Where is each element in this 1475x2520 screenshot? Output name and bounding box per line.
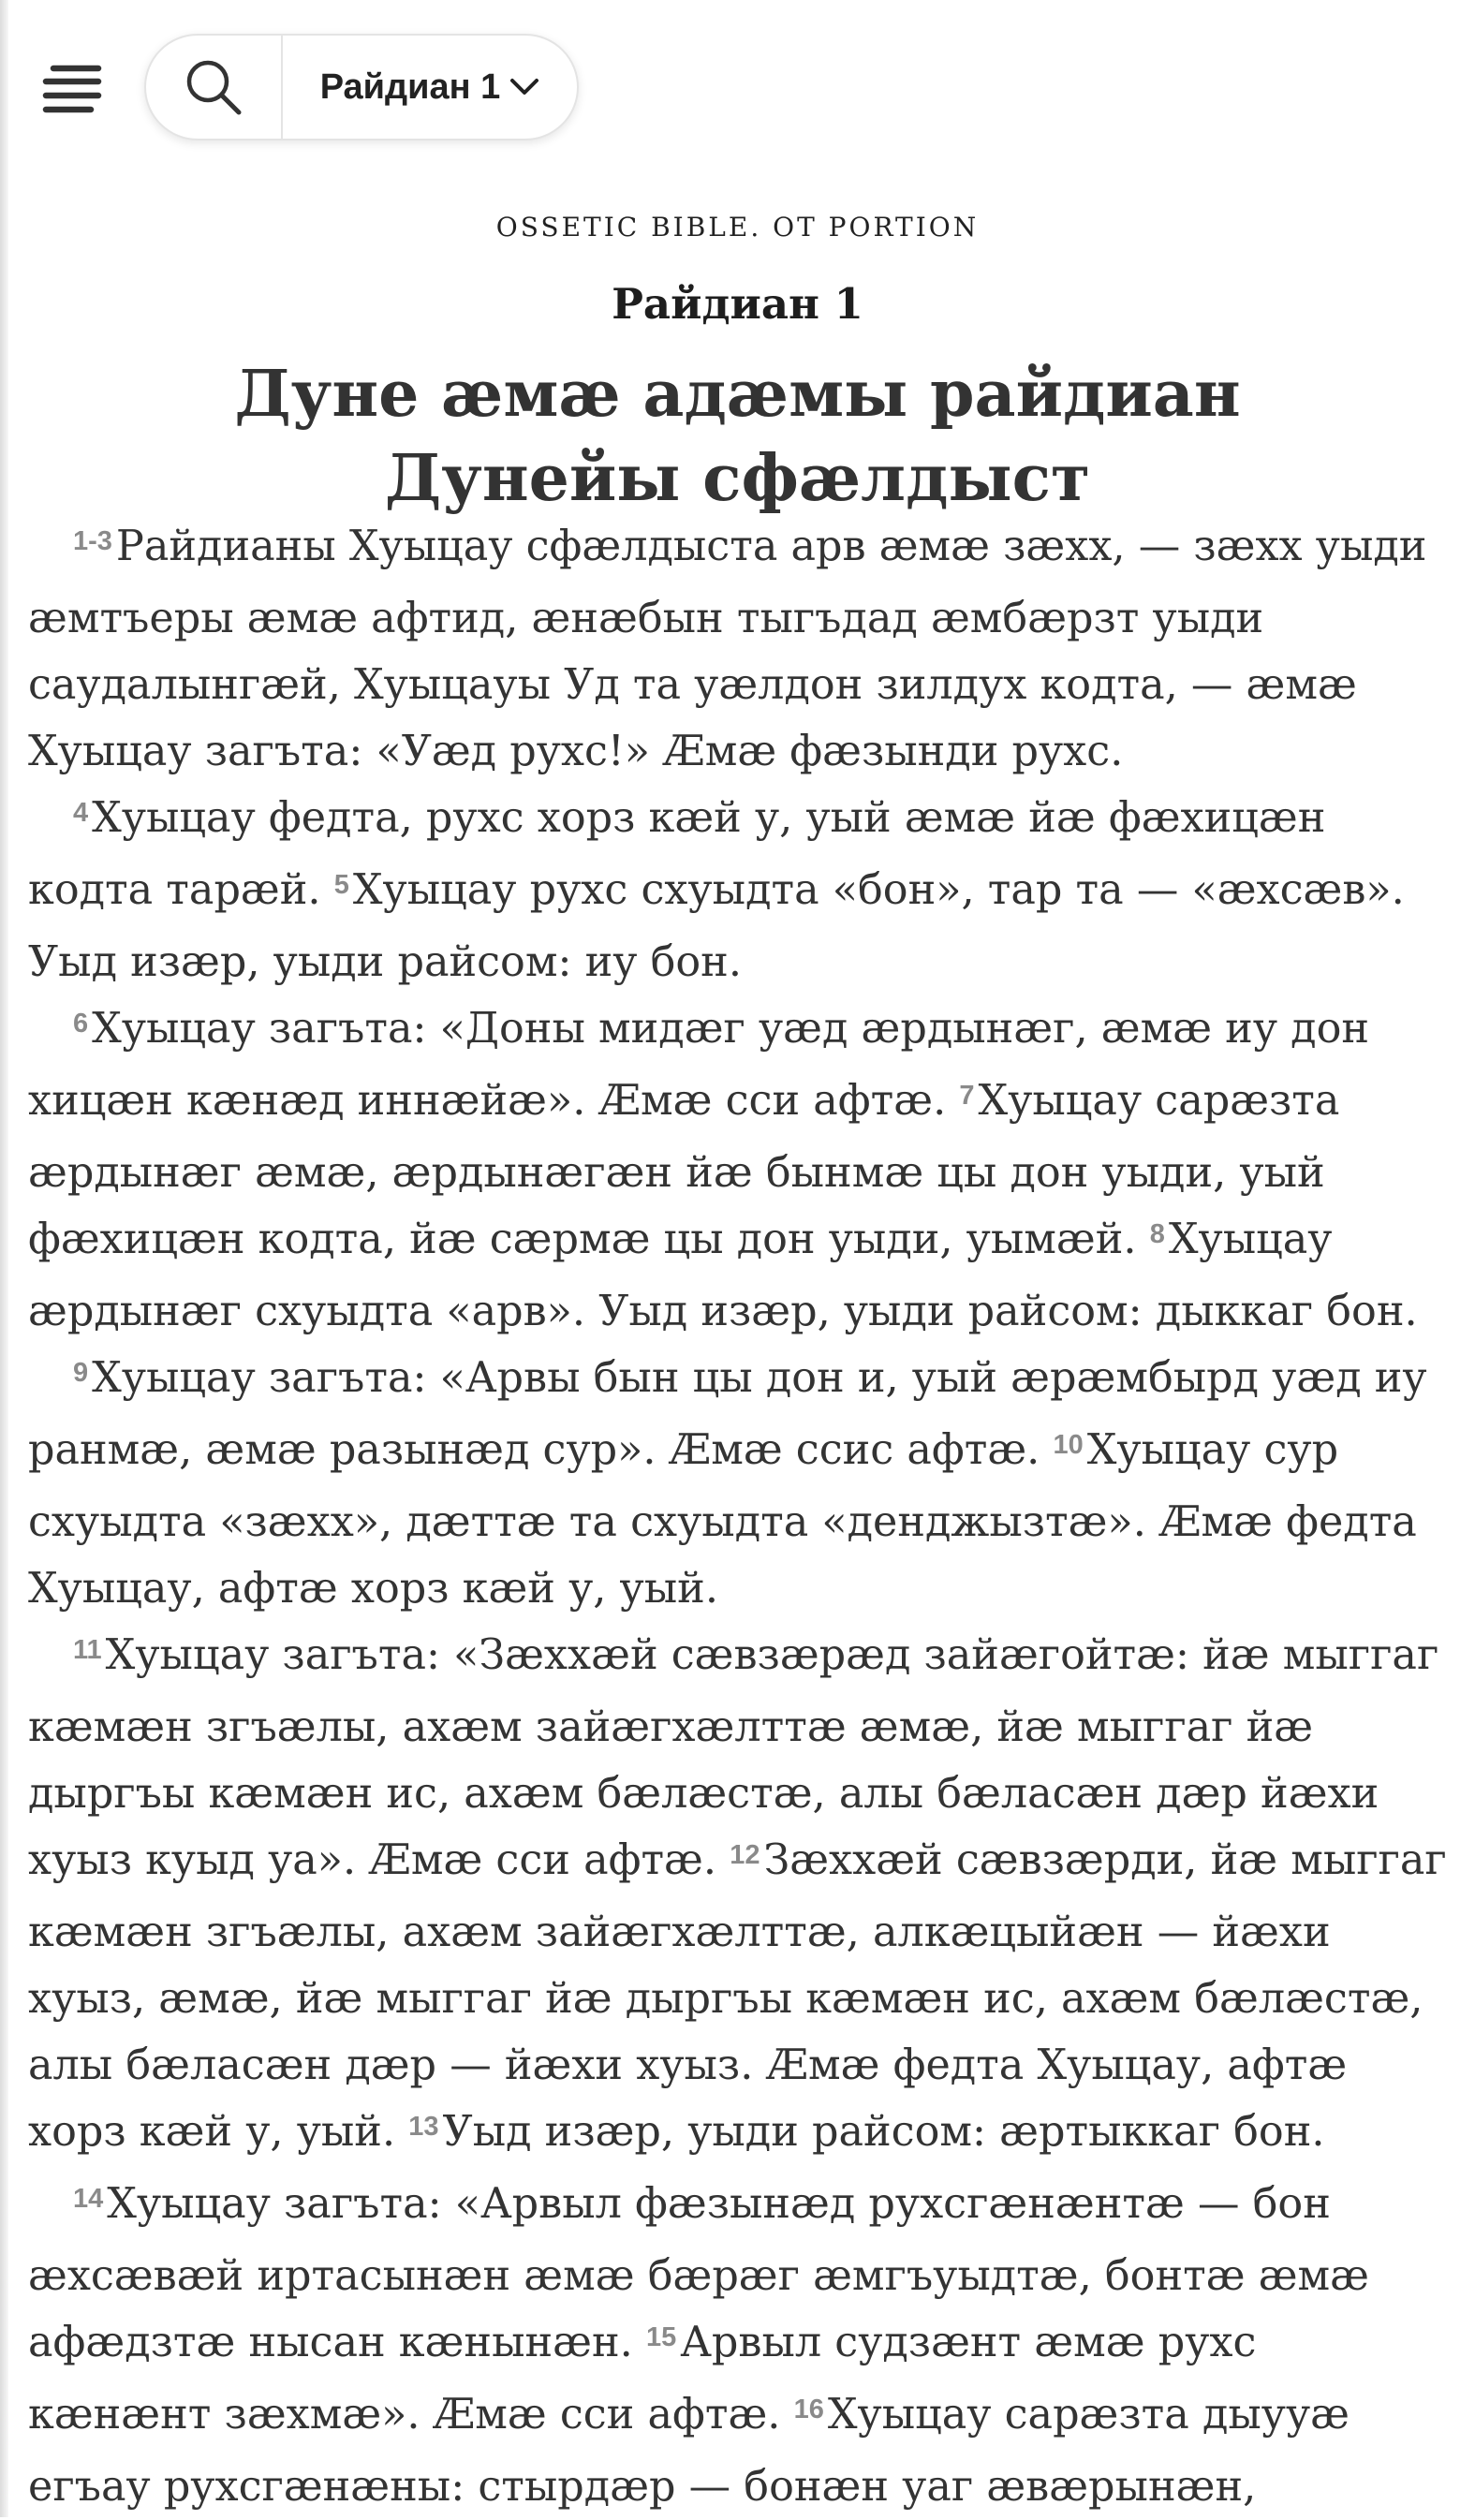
verse-text: Хуыцау загъта: «Арвыл фæзынæд рухсгæнæнтæ — бон æхсæвæй иртасынæн æмæ бæрæг æмгъуыдтæ, бонтæ æмæ афæдзтæ нысан кæнынæн.: [28, 2180, 1369, 2366]
search-icon: [183, 56, 244, 118]
verse-paragraph: [28, 1345, 1447, 1622]
verse-number[interactable]: 9: [73, 1358, 89, 1388]
verse-number[interactable]: 1-3: [73, 526, 112, 556]
verse-paragraph: [28, 2171, 1447, 2520]
chapter-title: Райдиан 1: [612, 279, 863, 329]
chevron-down-icon: [509, 77, 539, 97]
verse-text: Хуыцау сарæзта æрдынæг æмæ, æрдынæгæн йæ бынмæ цы дон уыди, уый фæхицæн кодта, йæ сæрмæ цы дон уыди, уымæй.: [28, 1077, 1340, 1263]
section-heading-line: Дуне æмæ адæмы райдиан: [234, 357, 1241, 432]
verse-text: Хуыцау загъта: «Зæххæй сæвзæрæд зайæгойтæ: йæ мыггаг кæмæн згъæлы, ахæм зайæгхæлттæ æмæ, йæ мыггаг йæ дыргъы кæмæн ис, ахæм бæлæстæ, алы бæласæн дæр йæхи хуыз куыд уа». Æмæ сси афтæ.: [28, 1631, 1439, 1884]
search-button[interactable]: [146, 36, 283, 139]
verse-text: Хуыцау сур схуыдта «зæхх», дæттæ та схуыдта «денджызтæ». Æмæ федта Хуыцау, афтæ хорз кæй у, уый.: [28, 1426, 1417, 1613]
verse-text: Хуыцау загъта: «Доны мидæг уæд æрдынæг, æмæ иу дон хицæн кæнæд иннæйæ». Æмæ сси афтæ.: [28, 1005, 1370, 1125]
chapter-selector-label: Райдиан 1: [319, 66, 501, 107]
verse-paragraph: [28, 785, 1447, 995]
verse-number[interactable]: 14: [73, 2184, 104, 2214]
menu-lines-icon: [40, 57, 106, 123]
verse-number[interactable]: 5: [333, 870, 349, 900]
bible-name: OSSETIC BIBLE. OT PORTION: [495, 212, 980, 243]
verse-text: Уыд изæр, уыди райсом: æртыккаг бон.: [442, 2108, 1325, 2156]
verse-text: Хуыцау рухс схуыдта «бон», тар та — «æхсæв». Уыд изæр, уыди райсом: иу бон.: [28, 866, 1405, 986]
verse-text: Хуыцау сарæзта дыууæ егъау рухсгæнæны: стырдæр — бонæн уаг æвæрынæн,: [28, 2391, 1350, 2511]
verse-number[interactable]: 11: [73, 1635, 102, 1665]
verse-text: Арвыл судзæнт æмæ рухс кæнæнт зæхмæ». Æмæ сси афтæ.: [28, 2319, 1257, 2439]
verse-number[interactable]: 8: [1149, 1219, 1165, 1249]
verse-number[interactable]: 12: [730, 1840, 760, 1870]
menu-button[interactable]: [37, 54, 109, 125]
chapter-selector-button[interactable]: [283, 36, 577, 139]
verse-paragraph: [28, 995, 1447, 1345]
scripture-text: [28, 513, 1447, 2520]
verse-number[interactable]: 13: [408, 2112, 439, 2142]
section-heading: [0, 352, 1475, 521]
verse-paragraph: [28, 513, 1447, 785]
verse-text: Хуыцау федта, рухс хорз кæй у, уый æмæ йæ фæхицæн кодта тарæй.: [28, 794, 1326, 914]
navigation-pill: [144, 34, 579, 140]
verse-number[interactable]: 16: [793, 2395, 824, 2424]
section-heading-line: Дунейы сфæлдыст: [384, 441, 1091, 516]
verse-text: Хуыцау загъта: «Арвы бын цы дон и, уый æрæмбырд уæд иу ранмæ, æмæ разынæд сур». Æмæ ссис афтæ.: [28, 1354, 1427, 1474]
verse-text: Хуыцау æрдынæг схуыдта «арв». Уыд изæр, уыди райсом: дыккаг бон.: [28, 1216, 1418, 1335]
verse-number[interactable]: 15: [645, 2322, 677, 2352]
verse-number[interactable]: 7: [959, 1081, 975, 1111]
verse-number[interactable]: 10: [1053, 1430, 1084, 1460]
verse-text: Райдианы Хуыцау сфæлдыста арв æмæ зæхх, — зæхх уыди æмтъеры æмæ афтид, æнæбын тыгъдад æмбæрзт уыди саудалынгæй, Хуыцауы Уд та уæлдон зилдух кодта, — æмæ Хуыцау загъта: «Уæд рухс!» Æмæ фæзынди рухс.: [28, 523, 1427, 775]
verse-number[interactable]: 6: [73, 1009, 89, 1039]
verse-paragraph: [28, 1622, 1447, 2171]
verse-number[interactable]: 4: [73, 798, 89, 828]
verse-text: Зæххæй сæвзæрди, йæ мыггаг кæмæн згъæлы, ахæм зайæгхæлттæ, алкæцыйæн — йæхи хуыз, æмæ, йæ мыггаг йæ дыргъы кæмæн ис, ахæм бæлæстæ, алы бæласæн дæр — йæхи хуыз. Æмæ федта Хуыцау, афтæ хорз кæй у, уый.: [28, 1836, 1447, 2156]
